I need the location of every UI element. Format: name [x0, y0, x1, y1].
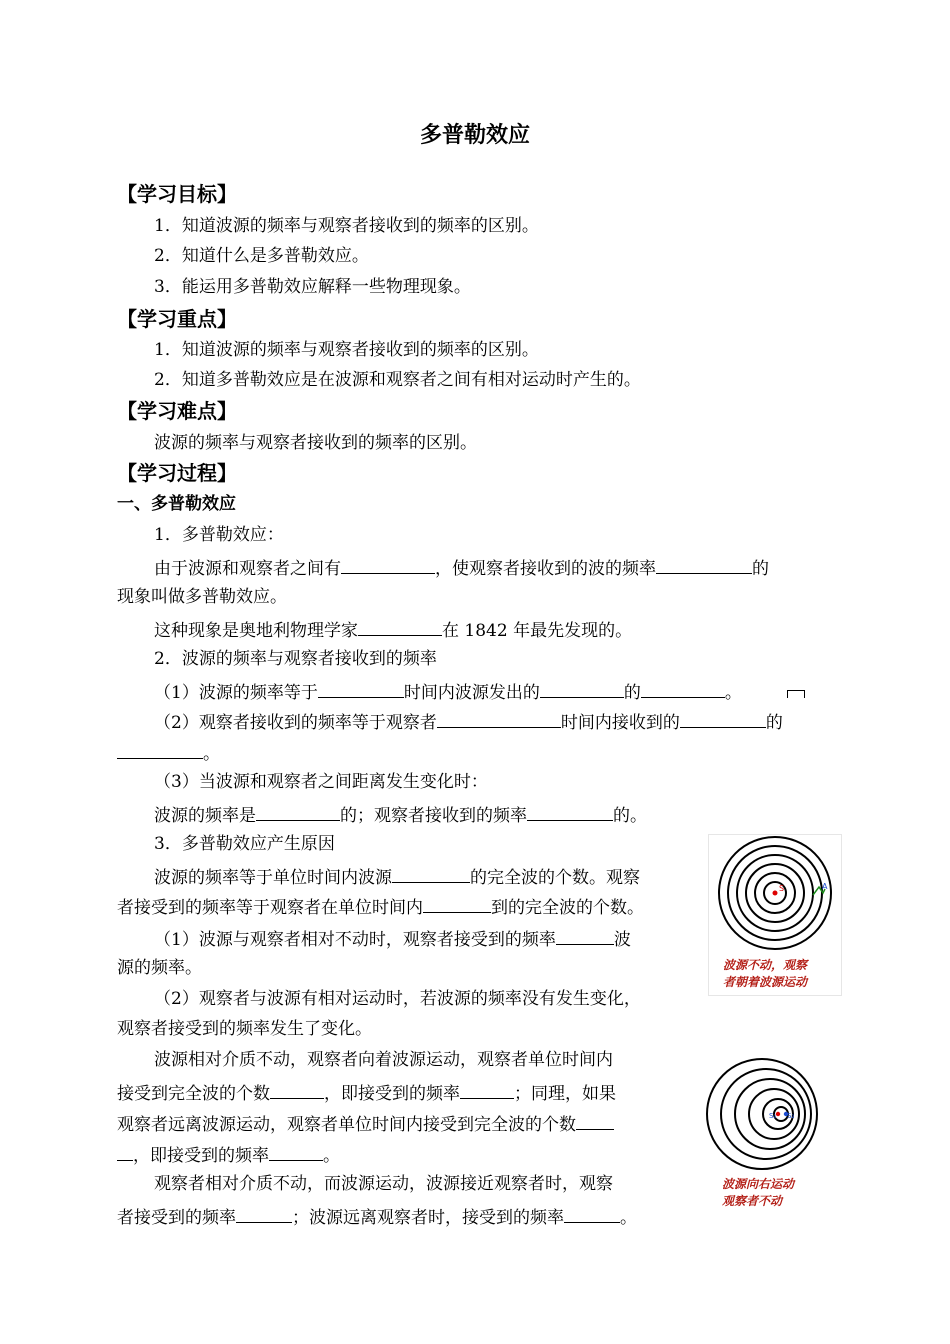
paragraph-line: 源的频率。 [117, 958, 202, 978]
source-dot [776, 1112, 780, 1116]
process-heading: 【学习过程】 [117, 461, 237, 485]
key-point-item: 2．知道多普勒效应是在波源和观察者之间有相对运动时产生的。 [154, 370, 641, 390]
paragraph-line: 观察者接受到的频率发生了变化。 [117, 1019, 372, 1039]
paragraph-line: （3）当波源和观察者之间距离发生变化时： [154, 772, 488, 792]
fill-blank [392, 864, 470, 883]
paragraph-line: 观察者相对介质不动，而波源运动，波源接近观察者时，观察 [154, 1174, 613, 1194]
objectives-heading: 【学习目标】 [117, 182, 237, 206]
fill-blank [540, 679, 624, 698]
section-heading-doppler: 一、多普勒效应 [117, 494, 236, 514]
page-title: 多普勒效应 [419, 123, 530, 148]
fill-blank [423, 894, 491, 913]
paragraph-line: 这种现象是奥地利物理学家 在 1842 年最先发现的。 [154, 617, 632, 642]
paragraph-line: 现象叫做多普勒效应。 [117, 587, 287, 607]
fill-blank [236, 1204, 292, 1223]
fill-blank [269, 1142, 323, 1161]
wave-rings-diagram [700, 1056, 830, 1174]
subsection-title: 2．波源的频率与观察者接收到的频率 [154, 649, 437, 669]
source-dot [773, 891, 778, 896]
fill-blank [358, 617, 442, 636]
paragraph-line: （2）观察者与波源有相对运动时，若波源的频率没有发生变化， [154, 989, 641, 1009]
paragraph-line: ，即接受到的频率 。 [117, 1142, 340, 1167]
source-label: S₁ [769, 1112, 777, 1120]
paragraph-line: （1）波源与观察者相对不动时，观察者接受到的频率 波 [154, 926, 631, 951]
difficulties-heading: 【学习难点】 [117, 399, 237, 423]
figure-caption: 波源不动，观察 [723, 958, 808, 972]
fill-blank [318, 679, 404, 698]
paragraph-line: 波源的频率是 的；观察者接收到的频率 的。 [154, 802, 647, 827]
difficulties-text: 波源的频率与观察者接收到的频率的区别。 [154, 433, 477, 453]
source-label: S₂ [787, 1112, 795, 1120]
fill-blank [641, 679, 725, 698]
paragraph-line: 者接受到的频率 ；波源远离观察者时，接受到的频率 。 [117, 1204, 637, 1229]
paragraph-line: 波源相对介质不动，观察者向着波源运动，观察者单位时间内 [154, 1050, 613, 1070]
subsection-title: 3．多普勒效应产生原因 [154, 834, 335, 854]
key-points-heading: 【学习重点】 [117, 307, 237, 331]
fill-blank [270, 1080, 324, 1099]
fill-blank [117, 740, 203, 759]
paragraph-line: （1）波源的频率等于 时间内波源发出的 的 。 [154, 679, 742, 704]
subsection-title: 1．多普勒效应： [154, 525, 284, 545]
paragraph-line: 观察者远离波源运动，观察者单位时间内接受到完全波的个数 [117, 1111, 614, 1136]
figure-caption: 波源向右运动 [722, 1177, 795, 1191]
objective-item: 3．能运用多普勒效应解释一些物理现象。 [154, 277, 471, 297]
paragraph-line: 接受到完全波的个数 ，即接受到的频率 ；同理，如果 [117, 1080, 616, 1105]
corner-mark [787, 690, 805, 698]
fill-blank [341, 555, 435, 574]
figure-caption: 观察者不动 [722, 1194, 783, 1208]
fill-blank [256, 802, 340, 821]
wave-rings-diagram [709, 835, 841, 955]
fill-blank [117, 1142, 133, 1161]
objective-item: 2．知道什么是多普勒效应。 [154, 246, 369, 266]
figure-observer-moving [708, 834, 842, 996]
fill-blank [437, 709, 561, 728]
fill-blank [576, 1111, 614, 1130]
paragraph-line: （2）观察者接收到的频率等于观察者 时间内接收到的 的 [154, 709, 783, 734]
fill-blank [527, 802, 613, 821]
paragraph-line: 。 [117, 740, 220, 765]
paragraph-line: 波源的频率等于单位时间内波源 的完全波的个数。观察 [154, 864, 640, 889]
objective-item: 1．知道波源的频率与观察者接收到的频率的区别。 [154, 216, 539, 236]
figure-source-moving [700, 1056, 830, 1216]
fill-blank [564, 1204, 620, 1223]
paragraph-line: 者接受到的频率等于观察者在单位时间内 到的完全波的个数。 [117, 894, 644, 919]
fill-blank [556, 926, 614, 945]
paragraph-line: 由于波源和观察者之间有 ，使观察者接收到的波的频率 的 [154, 555, 769, 580]
observer-label: A [822, 882, 828, 891]
fill-blank [460, 1080, 514, 1099]
source-label: S [779, 884, 785, 893]
fill-blank [656, 555, 752, 574]
key-point-item: 1．知道波源的频率与观察者接收到的频率的区别。 [154, 340, 539, 360]
fill-blank [680, 709, 766, 728]
figure-caption: 者朝着波源运动 [723, 975, 808, 989]
